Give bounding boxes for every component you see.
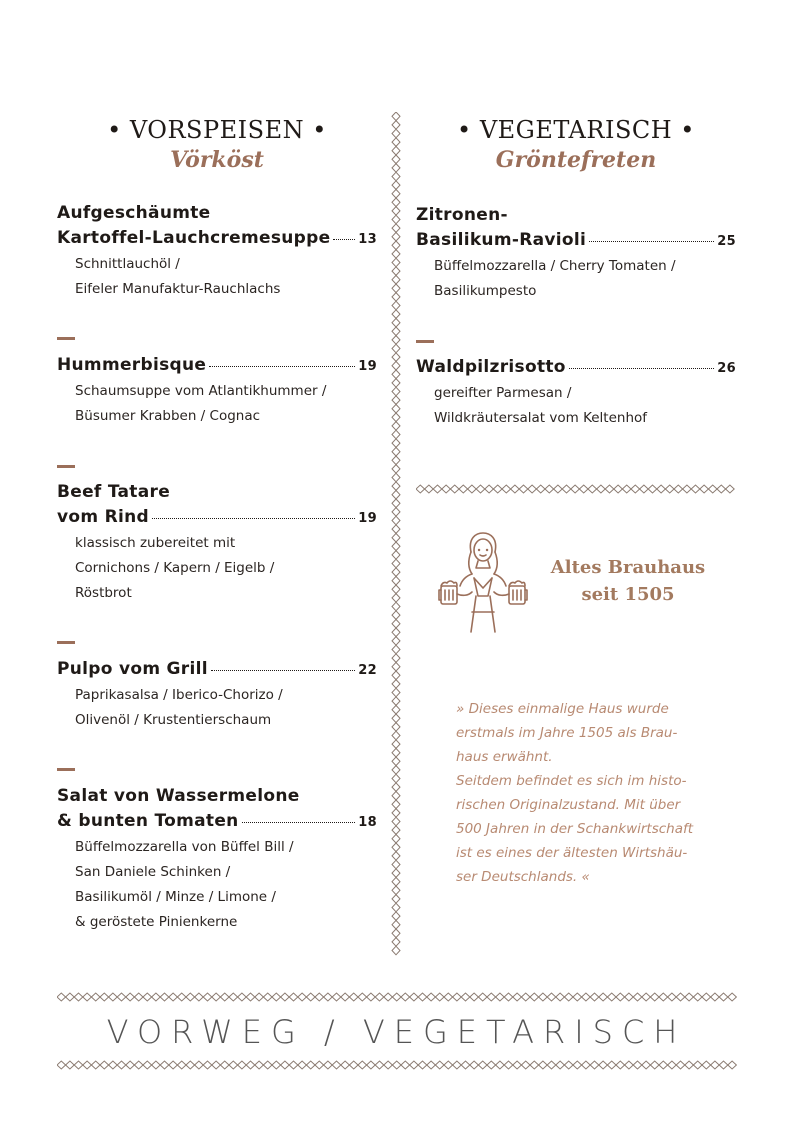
item-name: Kartoffel-Lauchcremesuppe bbox=[57, 228, 331, 248]
item-description: Büffelmozzarella / Cherry Tomaten / bbox=[434, 258, 676, 274]
item-description: Basilikumpesto bbox=[434, 283, 537, 299]
item-price: 26 bbox=[717, 361, 736, 376]
item-price: 18 bbox=[358, 815, 377, 830]
quote-line: Seitdem befindet es sich im histo- bbox=[456, 773, 687, 789]
item-description: Paprikasalsa / Iberico-Chorizo / bbox=[75, 687, 283, 703]
quote-line: ser Deutschlands. « bbox=[456, 869, 590, 885]
starters-title: • VORSPEISEN • bbox=[107, 116, 327, 144]
vertical-diamond-divider bbox=[389, 112, 403, 960]
menu-item bbox=[57, 480, 377, 606]
item-name: Zitronen- bbox=[416, 205, 508, 225]
divider-dash bbox=[416, 340, 434, 343]
waitress-with-beer-mugs-icon bbox=[438, 530, 528, 638]
divider-dash bbox=[57, 337, 75, 340]
item-description: San Daniele Schinken / bbox=[75, 864, 231, 880]
item-name: & bunten Tomaten bbox=[57, 811, 239, 831]
item-name: vom Rind bbox=[57, 507, 149, 527]
diamond-divider bbox=[57, 991, 737, 1003]
page-title: VORWEG / VEGETARISCH bbox=[106, 1013, 687, 1051]
vegetarian-title: • VEGETARISCH • bbox=[457, 116, 695, 144]
vegetarian-subtitle: Gröntefreten bbox=[495, 147, 657, 173]
divider-dash bbox=[57, 465, 75, 468]
badge-line-2: seit 1505 bbox=[581, 584, 675, 605]
item-price: 19 bbox=[358, 511, 377, 526]
item-description: klassisch zubereitet mit bbox=[75, 535, 236, 551]
item-name: Basilikum-Ravioli bbox=[416, 230, 587, 250]
item-price: 25 bbox=[717, 234, 736, 249]
dot-leader bbox=[209, 366, 355, 367]
item-description: Olivenöl / Krustentierschaum bbox=[75, 712, 272, 728]
menu-item bbox=[57, 657, 377, 733]
menu-item bbox=[57, 353, 377, 429]
diamond-divider bbox=[57, 1059, 737, 1071]
item-description: Eifeler Manufaktur-Rauchlachs bbox=[75, 281, 281, 297]
quote-line: erstmals im Jahre 1505 als Brau- bbox=[456, 725, 678, 741]
quote-line: » Dieses einmalige Haus wurde bbox=[456, 701, 669, 717]
starters-column bbox=[57, 115, 377, 930]
divider-dash bbox=[57, 641, 75, 644]
history-quote bbox=[456, 697, 718, 889]
menu-item bbox=[416, 355, 736, 431]
menu-item bbox=[57, 784, 377, 935]
dot-leader bbox=[152, 518, 355, 519]
item-name: Hummerbisque bbox=[57, 355, 207, 375]
dot-leader bbox=[211, 670, 355, 671]
vegetarian-column bbox=[416, 115, 736, 426]
dot-leader bbox=[569, 368, 715, 369]
item-description: & geröstete Pinienkerne bbox=[75, 914, 238, 930]
item-name: Pulpo vom Grill bbox=[57, 659, 208, 679]
item-name: Salat von Wassermelone bbox=[57, 786, 300, 806]
quote-line: ist es eines der ältesten Wirtshäu- bbox=[456, 845, 688, 861]
badge-line-1: Altes Brauhaus bbox=[550, 557, 706, 578]
quote-line: rischen Originalzustand. Mit über bbox=[456, 797, 681, 813]
item-price: 13 bbox=[358, 232, 377, 247]
item-description: Wildkräutersalat vom Keltenhof bbox=[434, 410, 648, 426]
item-description: Schnittlauchöl / bbox=[75, 256, 180, 272]
item-name: Beef Tatare bbox=[57, 482, 171, 502]
divider-dash bbox=[57, 768, 75, 771]
item-description: Büsumer Krabben / Cognac bbox=[75, 408, 261, 424]
item-name: Aufgeschäumte bbox=[57, 203, 211, 223]
item-description: Büffelmozzarella von Büffel Bill / bbox=[75, 839, 294, 855]
diamond-divider bbox=[416, 483, 738, 495]
item-description: Basilikumöl / Minze / Limone / bbox=[75, 889, 276, 905]
quote-line: 500 Jahren in der Schankwirtschaft bbox=[456, 821, 694, 837]
menu-item bbox=[416, 203, 736, 304]
dot-leader bbox=[333, 239, 355, 240]
item-price: 19 bbox=[358, 359, 377, 374]
item-description: Cornichons / Kapern / Eigelb / bbox=[75, 560, 275, 576]
item-description: Schaumsuppe vom Atlantikhummer / bbox=[75, 383, 327, 399]
item-price: 22 bbox=[358, 663, 377, 678]
dot-leader bbox=[589, 241, 714, 242]
starters-subtitle: Vörköst bbox=[170, 147, 264, 173]
item-description: gereifter Parmesan / bbox=[434, 385, 572, 401]
quote-line: haus erwähnt. bbox=[456, 749, 553, 765]
dot-leader bbox=[242, 822, 356, 823]
item-description: Röstbrot bbox=[75, 585, 132, 601]
brauhaus-badge bbox=[438, 530, 738, 640]
item-name: Waldpilzrisotto bbox=[416, 357, 566, 377]
menu-item bbox=[57, 201, 377, 302]
